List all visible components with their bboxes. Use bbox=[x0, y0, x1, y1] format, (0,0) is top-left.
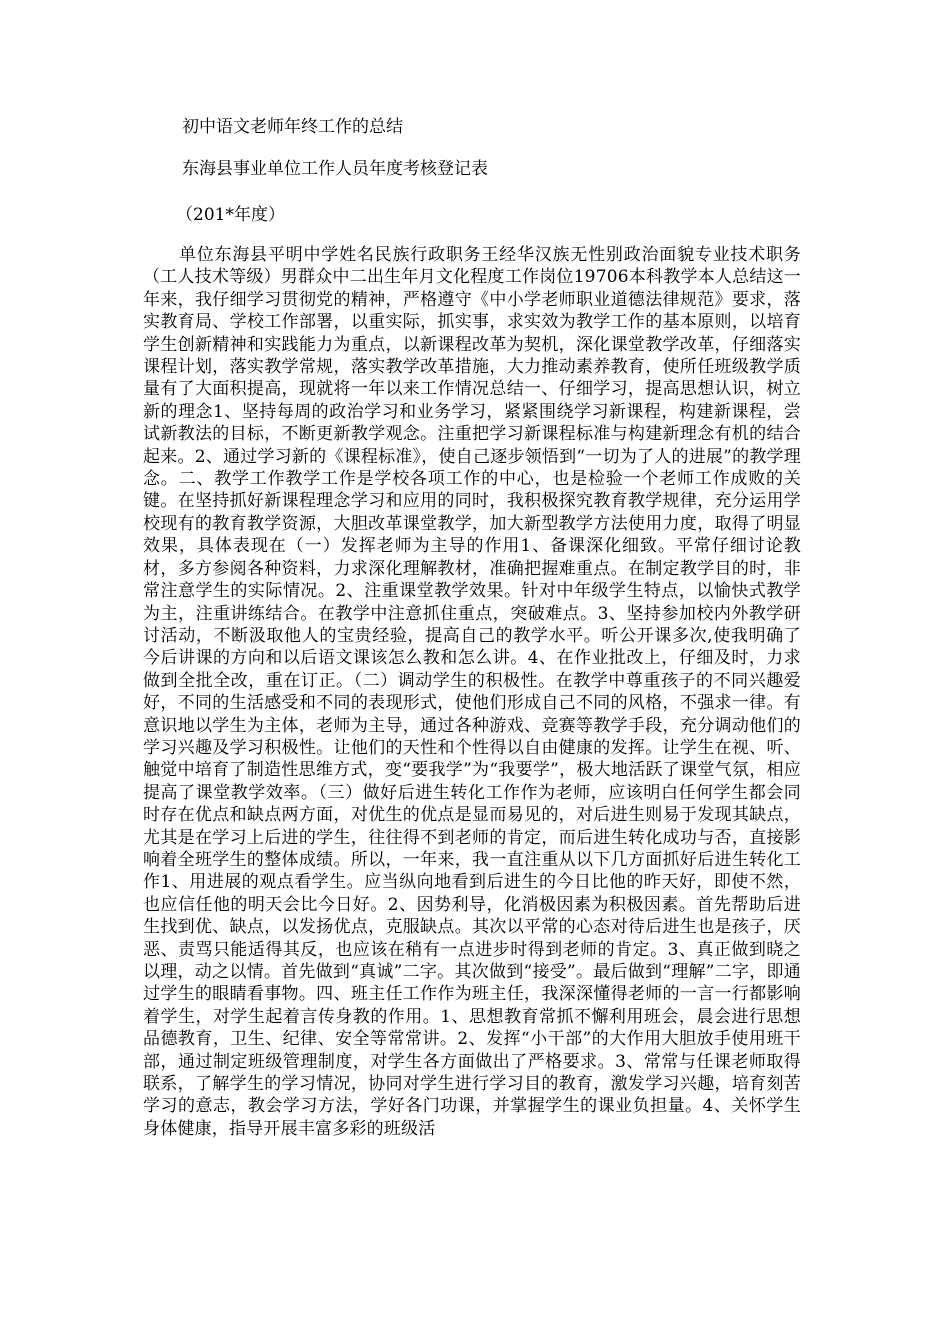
document-subtitle: 东海县事业单位工作人员年度考核登记表 bbox=[182, 159, 488, 179]
body-paragraph: 单位东海县平明中学姓名民族行政职务王经华汉族无性别政治面貌专业技术职务（工人技术等级）男群众中二出生年月文化程度工作岗位19706本科教学本人总结这一年来，我仔细学习贯彻党的精神，严格遵守《中小学老师职业道德法律规范》要求，落实教育局、学校工作部署，以重实际，抓实事，求实效为教学工作的基本原则，以培育学生创新精神和实践能力为重点，以新课程改革为契机，深化课堂教学改革，仔细落实课程计划，落实教学常规，落实教学改革措施，大力推动素养教育，使所任班级教学质量有了大面积提高，现就将一年以来工作情况总结一、仔细学习，提高思想认识，树立新的理念1、坚持每周的政治学习和业务学习，紧紧围绕学习新课程，构建新课程，尝试新教法的目标，不断更新教学观念。注重把学习新课程标准与构建新理念有机的结合起来。2、通过学习新的《课程标准》，使自己逐步领悟到“一切为了人的进展”的教学理念。二、教学工作教学工作是学校各项工作的中心，也是检验一个老师工作成败的关键。在坚持抓好新课程理念学习和应用的同时，我积极探究教育教学规律，充分运用学校现有的教育教学资源，大胆改革课堂教学，加大新型教学方法使用力度，取得了明显效果，具体表现在（一）发挥老师为主导的作用1、备课深化细致。平常仔细讨论教材，多方参阅各种资料，力求深化理解教材，准确把握难重点。在制定教学目的时，非常注意学生的实际情况。2、注重课堂教学效果。针对中年级学生特点，以愉快式教学为主，注重讲练结合。在教学中注意抓住重点，突破难点。3、坚持参加校内外教学研讨活动，不断汲取他人的宝贵经验，提高自己的教学水平。听公开课多次,使我明确了今后讲课的方向和以后语文课该怎么教和怎么讲。4、在作业批改上，仔细及时，力求做到全批全改，重在订正。（二）调动学生的积极性。在教学中尊重孩子的不同兴趣爱好，不同的生活感受和不同的表现形式，使他们形成自己不同的风格，不强求一律。有意识地以学生为主体，老师为主导，通过各种游戏、竞赛等教学手段，充分调动他们的学习兴趣及学习积极性。让他们的天性和个性得以自由健康的发挥。让学生在视、听、触觉中培育了制造性思维方式，变“要我学”为“我要学”，极大地活跃了课堂气氛，相应提高了课堂教学效率。（三）做好后进生转化工作作为老师，应该明白任何学生都会同时存在优点和缺点两方面，对优生的优点是显而易见的，对后进生则易于发现其缺点，尤其是在学习上后进的学生，往往得不到老师的肯定，而后进生转化成功与否，直接影响着全班学生的整体成绩。所以，一年来，我一直注重从以下几方面抓好后进生转化工作1、用进展的观点看学生。应当纵向地看到后进生的今日比他的昨天好，即使不然，也应信任他的明天会比今日好。2、因势利导，化消极因素为积极因素。首先帮助后进生找到优、缺点，以发扬优点，克服缺点。其次以平常的心态对待后进生也是孩子，厌恶、责骂只能适得其反，也应该在稍有一点进步时得到老师的肯定。3、真正做到晓之以理，动之以情。首先做到“真诚”二字。其次做到“接受”。最后做到“理解”二字，即通过学生的眼睛看事物。四、班主任工作作为班主任，我深深懂得老师的一言一行都影响着学生，对学生起着言传身教的作用。1、思想教育常抓不懈利用班会，晨会进行思想品德教育，卫生、纪律、安全等常常讲。2、发挥“小干部”的大作用大胆放手使用班干部，通过制定班级管理制度，对学生各方面做出了严格要求。3、常常与任课老师取得联系，了解学生的学习情况，协同对学生进行学习目的教育，激发学习兴趣，培育刻苦学习的意志，教会学习方法，学好各门功课，并掌握学生的课业负担量。4、关怀学生身体健康，指导开展丰富多彩的班级活 bbox=[143, 245, 801, 1139]
year-note: （201*年度） bbox=[176, 205, 285, 225]
document-title: 初中语文老师年终工作的总结 bbox=[182, 117, 403, 137]
